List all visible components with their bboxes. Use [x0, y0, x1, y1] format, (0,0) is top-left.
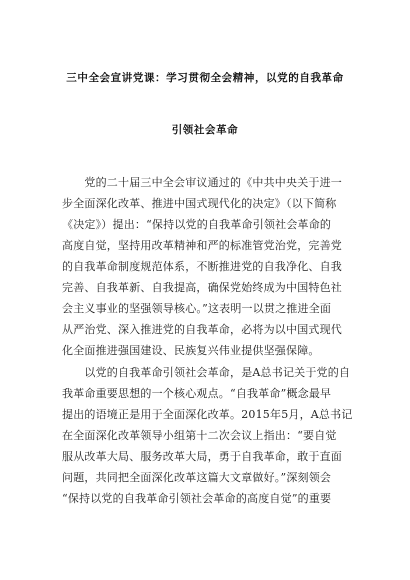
text-line: 步全面深化改革、推进中国式现代化的决定》（以下简称: [62, 197, 337, 210]
text-line: 从严治党、深入推进党的自我革命，必将为以中国式现代: [62, 323, 342, 336]
text-line: 高度自觉，坚持用改革精神和严的标准管党治党，完善党: [62, 239, 342, 252]
text-line: 服从改革大局、服务改革大局，勇于自我革命，敢于直面: [62, 450, 342, 463]
paragraph: [62, 172, 354, 361]
text-line: 会主义事业的坚强领导核心。”这表明一以贯之推进全面: [62, 302, 332, 315]
text-line: 我革命重要思想的一个核心观点。“自我革命”概念最早: [62, 387, 332, 400]
document-title-continued: 引领社会革命: [171, 124, 239, 136]
text-line: 完善、自我革新、自我提高，确保党始终成为中国特色社: [62, 281, 342, 294]
text-line: 《决定》）提出：“保持以党的自我革命引领社会革命的: [62, 218, 332, 231]
text-line: 以党的自我革命引领社会革命，是A总书记关于党的自: [62, 366, 351, 379]
text-line: 化全面推进强国建设、民族复兴伟业提供坚强保障。: [62, 344, 320, 357]
text-line: 的自我革命制度规范体系，不断推进党的自我净化、自我: [62, 260, 342, 273]
paragraph: [62, 362, 354, 509]
text-line: 提出的语境正是用于全面深化改革。2015年5月，A总书记: [62, 408, 353, 421]
text-line: 问题，共同把全面深化改革这篇大文章做好。”深刻领会: [62, 471, 332, 484]
text-line: 在全面深化改革领导小组第十二次会议上指出：“要自觉: [62, 429, 337, 442]
text-line: “保持以党的自我革命引领社会革命的高度自觉”的重要: [62, 492, 332, 505]
text-line: 党的二十届三中全会审议通过的《中共中央关于进一: [62, 176, 342, 189]
document-title: 三中全会宣讲党课：学习贯彻全会精神，以党的自我革命: [66, 72, 344, 84]
